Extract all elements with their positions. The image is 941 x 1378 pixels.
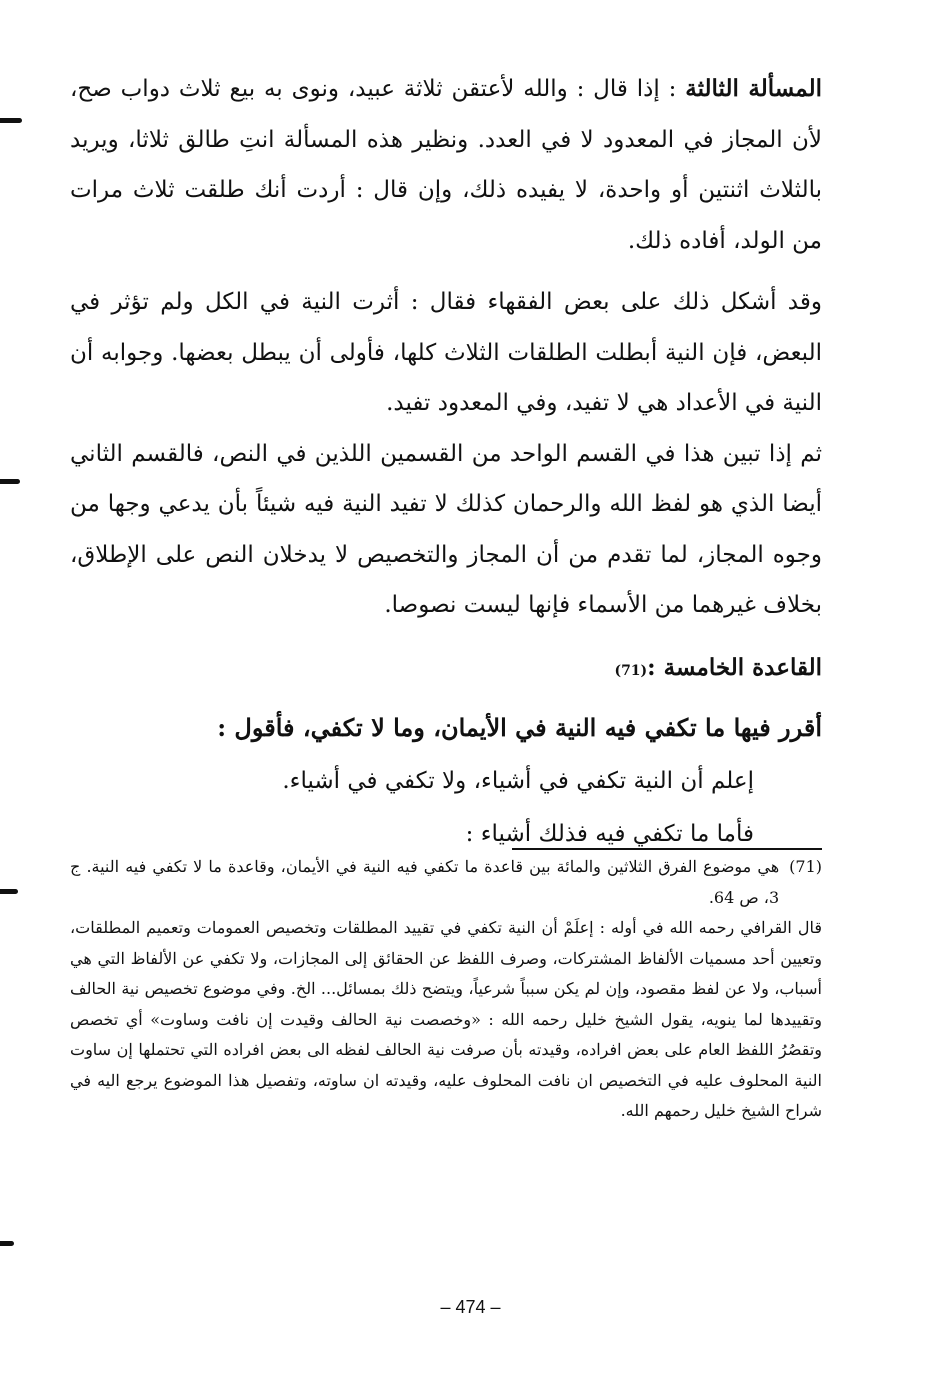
- footnote-text-1: هي موضوع الفرق الثلاثين والمائة بين قاعدة ما تكفي فيه النية في الأيمان، وقاعدة ما لا تكفي فيه النية. ج 3، ص 64.: [70, 857, 780, 907]
- footnote-separator: [512, 848, 822, 850]
- footnote-text-2: قال القرافي رحمه الله في أوله : إعلَمْ أن النية تكفي في تقييد المطلقات وتخصيص العمومات وتعميم المطلقات، وتعيين أحد مسميات الألفاظ المشتركات، وصرف اللفظ عن الحقائق إلى المجازات، ولا تكفي عن الألفاظ التي هي أسباب، ولا عن لفظ مقصود، وإن لم يكن سبباً شرعياً، ويتضح ذلك بمسائل... الخ. وفي موضوع تخصيص نية الحالف وتقييدها لما ينويه، يقول الشيخ خليل رحمه الله : «وخصصت نية الحالف وقيدت إن نافت وساوت» أي تخصص وتقصُرُ اللفظ العام على بعض افراده، وقيدته بأن صرفت نية الحالف لفظه الى بعض افراده التي تحتملها إن ساوت النية المحلوف عليه في التخصيص ان نافت المحلوف عليه، وقيدته ان ساوته، وتفصيل هذا الموضوع يرجع اليه في شراح الشيخ خليل رحمهم الله.: [70, 918, 823, 1120]
- paragraph-2: وقد أشكل ذلك على بعض الفقهاء فقال : أثرت النية في الكل ولم تؤثر في البعض، فإن النية أبطلت الطلقات الثلاث كلها، فأولى أن يبطل بعضها. وجوابه أن النية في الأعداد هي لا تفيد، وفي المعدود تفيد.: [70, 289, 822, 416]
- margin-mark: [0, 479, 20, 484]
- rule-heading-text: القاعدة الخامسة :: [647, 653, 822, 681]
- footnote-71: [70, 852, 822, 913]
- rule-line-2: فأما ما تكفي فيه فذلك أشياء :: [465, 821, 754, 847]
- main-text: [70, 64, 822, 861]
- rule-statement: أقرر فيها ما تكفي فيه النية في الأيمان، وما لا تكفي، فأقول :: [217, 713, 822, 742]
- paragraph-1: [70, 64, 822, 266]
- footnote-reference: (71): [614, 662, 648, 679]
- page-number: – 474 –: [440, 1297, 501, 1317]
- margin-mark: [0, 889, 18, 894]
- paragraph-3: ثم إذا تبين هذا في القسم الواحد من القسمين اللذين في النص، فالقسم الثاني أيضا الذي هو لفظ الله والرحمان كذلك لا تفيد النية فيه شيئاً بأن يدعي وجها من وجوه المجاز، لما تقدم من أن المجاز والتخصيص لا يدخلان النص على الإطلاق، بخلاف غيرهما من الأسماء فإنها ليست نصوصا.: [70, 440, 822, 618]
- margin-mark: [0, 118, 22, 123]
- footnotes: [70, 852, 822, 1127]
- issue-title: المسألة الثالثة: [685, 75, 822, 102]
- paragraph-1-text: : إذا قال : والله لأعتقن ثلاثة عبيد، ونوى به بيع ثلاث دواب صح، لأن المجاز في المعدود لا في العدد. ونظير هذه المسألة انتِ طالق ثلاثا، ويريد بالثلاث اثنتين أو واحدة، لا يفيده ذلك، وإن قال : أردت أنك طلقت ثلاث مرات من الولد، أفاده ذلك.: [70, 76, 822, 254]
- footnote-number: (71): [789, 857, 822, 876]
- rule-heading: [70, 643, 822, 697]
- margin-mark: [0, 1241, 14, 1246]
- rule-line-1: إعلم أن النية تكفي في أشياء، ولا تكفي في أشياء.: [282, 768, 754, 794]
